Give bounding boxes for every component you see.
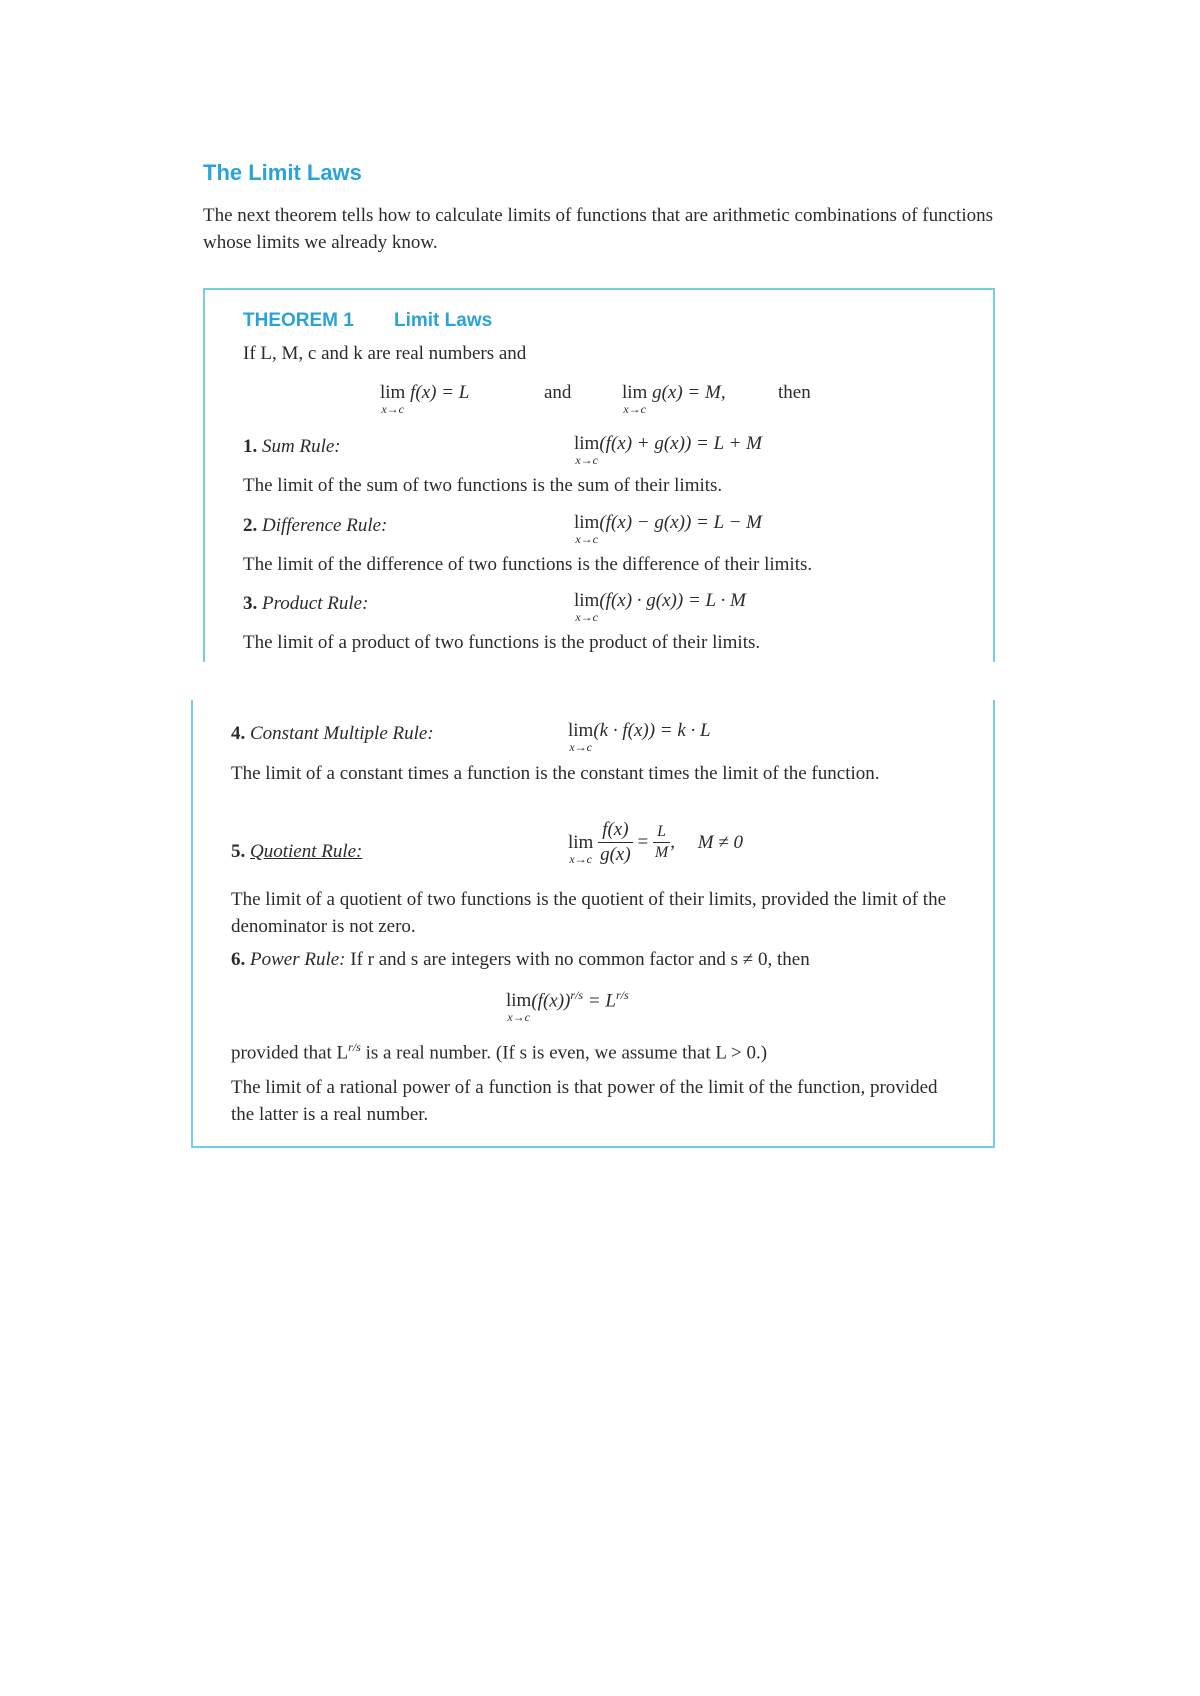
rule-3-description: The limit of a product of two functions is the product of their limits. — [243, 632, 761, 653]
rule-1-label: 1. Sum Rule: — [243, 436, 341, 457]
rule-4-description: The limit of a constant times a function is the constant times the limit of the function. — [231, 763, 880, 784]
rule-2-formula: lim x→c (f(x) − g(x)) = L − M — [574, 512, 762, 546]
rule-5-formula: lim x→c $\frac{f(x)}{g(x)}$ = $\frac{L}{M}$ , M ≠ 0 — [568, 819, 743, 866]
rule-1-description: The limit of the sum of two functions is the sum of their limits. — [243, 475, 723, 496]
rule-4-label: 4. Constant Multiple Rule: — [231, 723, 434, 744]
rule-3-formula: lim x→c (f(x) · g(x)) = L · M — [574, 590, 746, 624]
theorem-label: THEOREM 1 — [243, 310, 354, 331]
hypothesis-f: lim x→c f(x) = L — [380, 382, 470, 416]
rule-2-description: The limit of the difference of two functions is the difference of their limits. — [243, 554, 813, 575]
hypothesis-and: and — [544, 382, 572, 403]
hypothesis-g: lim x→c g(x) = M, — [622, 382, 726, 416]
rule-6-description: The limit of a rational power of a function is that power of the limit of the function, provided the latter is a real number. — [231, 1077, 938, 1125]
rule-3-label: 3. Product Rule: — [243, 593, 369, 614]
rule-1-formula: lim x→c (f(x) + g(x)) = L + M — [574, 433, 762, 467]
rule-5-label: 5. Quotient Rule: — [231, 841, 363, 862]
rule-6-note: provided that $L^{r/s}$ is a real number. (If s is even, we assume that L > 0.) — [231, 1040, 768, 1064]
rule-6-label: 6. Power Rule: If r and s are integers with no common factor and s ≠ 0, then — [231, 949, 810, 970]
section-heading: The Limit Laws — [203, 160, 362, 185]
theorem-title: Limit Laws — [394, 310, 493, 331]
rule-6-formula: lim x→c $(f(x))^{r/s} = L^{r/s}$ — [506, 988, 629, 1025]
rule-5-description: The limit of a quotient of two functions is the quotient of their limits, provided the limit of the denominator is not zero. — [231, 889, 947, 937]
rule-4-formula: lim x→c (k · f(x)) = k · L — [568, 720, 711, 754]
hypothesis-then: then — [778, 382, 811, 403]
theorem-premise: If L, M, c and k are real numbers and — [243, 343, 527, 364]
intro-paragraph: The next theorem tells how to calculate limits of functions that are arithmetic combinations of functions whose limits we already know. — [203, 205, 993, 253]
rule-2-label: 2. Difference Rule: — [243, 515, 388, 536]
